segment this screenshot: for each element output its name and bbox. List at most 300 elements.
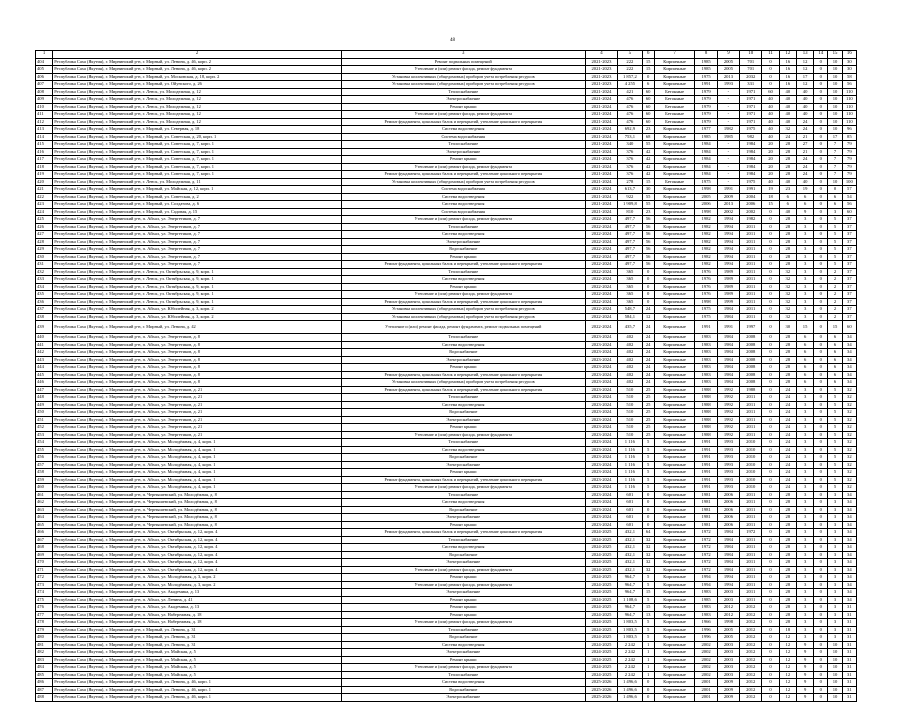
table-cell: Республика Саха (Якутия), г. Мирнинский р-н, п. Айхал, ул. Октябрьская, д. 12, корп. 4: [53, 536, 342, 544]
table-cell: Республика Саха (Якутия), г. Мирнинский р-н, г. Ленск, ул. Молодежная, д. 12: [53, 96, 342, 104]
table-cell: Республика Саха (Якутия), г. Мирнинский р-н, п. Айхал, ул. Энергетиков, д. 8: [53, 334, 342, 342]
table-cell: Кирпичные: [654, 156, 695, 164]
table-cell: 24: [779, 394, 796, 402]
table-cell: 32: [842, 439, 856, 447]
column-number-cell: 16: [842, 51, 856, 59]
table-row: [36, 133, 857, 141]
table-cell: 601: [618, 521, 642, 529]
table-cell: 0: [762, 66, 779, 74]
table-cell: Теплоснабжение: [341, 536, 585, 544]
table-cell: 1981: [695, 506, 717, 514]
table-cell: 12: [779, 656, 796, 664]
table-cell: 1972: [695, 529, 717, 537]
table-cell: 0: [814, 276, 828, 284]
table-cell: 37: [842, 216, 856, 224]
table-cell: 425: [36, 216, 53, 224]
table-cell: 1976: [695, 283, 717, 291]
table-cell: 0: [762, 559, 779, 567]
table-cell: 1984: [717, 356, 739, 364]
table-cell: 402: [618, 371, 642, 379]
table-cell: 18: [762, 193, 779, 201]
table-cell: 64: [642, 529, 654, 537]
table-cell: 2021-2023: [585, 81, 618, 89]
table-row: [36, 73, 857, 81]
table-cell: 24: [796, 126, 813, 134]
table-cell: 5: [828, 386, 842, 394]
table-cell: 2023-2024: [585, 514, 618, 522]
table-cell: 12: [779, 671, 796, 679]
table-cell: 10: [828, 73, 842, 81]
table-cell: 2021-2024: [585, 156, 618, 164]
table-cell: Кирпичные: [654, 641, 695, 649]
table-cell: 56: [842, 201, 856, 209]
table-cell: 24: [642, 349, 654, 357]
table-cell: 2 242: [618, 641, 642, 649]
table-cell: 24: [779, 409, 796, 417]
table-cell: Республика Саха (Якутия), г. Мирнинский р-н, г. Мирный, ул. Советская, д. 20, корп. 1: [53, 133, 342, 141]
table-row: [36, 401, 857, 409]
table-cell: 6: [828, 356, 842, 364]
table-cell: 1982: [695, 261, 717, 269]
table-cell: 24: [779, 439, 796, 447]
table-cell: 0: [814, 416, 828, 424]
table-cell: 10: [828, 694, 842, 702]
table-cell: 12: [779, 679, 796, 687]
table-cell: 60: [642, 111, 654, 119]
table-cell: 2012: [740, 604, 762, 612]
table-cell: 437: [36, 306, 53, 314]
table-cell: Кирпичные: [654, 163, 695, 171]
table-cell: 1993: [717, 469, 739, 477]
table-cell: 25: [642, 401, 654, 409]
table-cell: Кирпичные: [654, 341, 695, 349]
table-cell: 497,7: [618, 261, 642, 269]
table-cell: 0: [814, 424, 828, 432]
table-cell: 0: [814, 223, 828, 231]
table-cell: 0: [814, 604, 828, 612]
table-row: [36, 589, 857, 597]
table-cell: 2002: [695, 649, 717, 657]
table-cell: 3: [828, 514, 842, 522]
table-cell: 0: [814, 103, 828, 111]
table-cell: 42: [642, 171, 654, 179]
table-cell: 0: [814, 634, 828, 642]
table-cell: 1994: [717, 231, 739, 239]
table-cell: 2011: [740, 416, 762, 424]
table-cell: 5: [642, 469, 654, 477]
table-cell: 10: [828, 649, 842, 657]
table-cell: Кирпичные: [654, 379, 695, 387]
table-cell: 2003: [717, 671, 739, 679]
table-cell: Республика Саха (Якутия), г. Мирнинский р-н, п. Айхал, ул. Молодёжная, д. 4, корп. 1: [53, 446, 342, 454]
table-cell: 0: [814, 431, 828, 439]
table-row: [36, 656, 857, 664]
column-number-row: [36, 51, 857, 59]
table-cell: 421: [36, 186, 53, 194]
table-cell: 1981: [695, 491, 717, 499]
table-cell: 1993: [717, 81, 739, 89]
table-cell: 2003: [717, 596, 739, 604]
table-cell: 2024-2025: [585, 566, 618, 574]
table-cell: 3: [796, 469, 813, 477]
table-cell: 0: [814, 446, 828, 454]
table-cell: 2023-2024: [585, 446, 618, 454]
table-row: [36, 491, 857, 499]
table-cell: 3: [796, 409, 813, 417]
table-cell: 510: [618, 386, 642, 394]
table-cell: 5: [642, 626, 654, 634]
table-cell: 1998: [717, 619, 739, 627]
table-cell: 7: [828, 156, 842, 164]
table-cell: 432,1: [618, 544, 642, 552]
table-cell: 0: [814, 171, 828, 179]
table-cell: Кирпичные: [654, 291, 695, 299]
table-cell: 55: [642, 201, 654, 209]
table-cell: 1993: [717, 476, 739, 484]
table-row: [36, 514, 857, 522]
table-cell: 9: [796, 671, 813, 679]
table-cell: Кирпичные: [654, 216, 695, 224]
table-cell: 5: [828, 439, 842, 447]
table-cell: 28: [779, 619, 796, 627]
table-cell: 3: [828, 596, 842, 604]
table-cell: Кирпичные: [654, 349, 695, 357]
table-cell: 1991: [740, 186, 762, 194]
table-row: [36, 559, 857, 567]
table-cell: 110: [842, 118, 856, 126]
table-cell: Кирпичные: [654, 431, 695, 439]
table-cell: 25: [642, 386, 654, 394]
table-cell: 2: [828, 291, 842, 299]
table-cell: 32: [842, 424, 856, 432]
table-cell: 584,1: [618, 313, 642, 321]
table-cell: 0: [814, 141, 828, 149]
table-cell: Бетонные: [654, 88, 695, 96]
table-cell: 0: [814, 364, 828, 372]
table-row: [36, 96, 857, 104]
table-cell: 32: [779, 298, 796, 306]
table-cell: 3: [828, 499, 842, 507]
table-cell: 2008: [740, 364, 762, 372]
table-cell: 3: [828, 611, 842, 619]
table-cell: 6: [779, 201, 796, 209]
table-cell: -: [717, 88, 739, 96]
table-cell: 2006: [717, 491, 739, 499]
table-cell: 459: [36, 476, 53, 484]
table-cell: 3: [796, 476, 813, 484]
table-cell: 79: [842, 148, 856, 156]
table-cell: 2011: [740, 581, 762, 589]
table-cell: 0: [762, 521, 779, 529]
table-cell: 5: [828, 231, 842, 239]
table-cell: 0: [642, 491, 654, 499]
table-cell: 15: [642, 604, 654, 612]
table-cell: 0: [762, 679, 779, 687]
table-cell: 3: [796, 581, 813, 589]
table-cell: -: [717, 96, 739, 104]
table-cell: 32: [842, 484, 856, 492]
table-cell: 2023-2024: [585, 356, 618, 364]
table-cell: 0: [814, 439, 828, 447]
table-cell: 2011: [740, 401, 762, 409]
table-cell: 0: [762, 349, 779, 357]
table-cell: 3: [796, 596, 813, 604]
table-cell: Ремонт крыши: [341, 253, 585, 261]
table-cell: 2008: [740, 341, 762, 349]
table-cell: 601: [618, 499, 642, 507]
table-cell: 406: [36, 73, 53, 81]
table-cell: -: [717, 148, 739, 156]
table-cell: Республика Саха (Якутия), г. Мирнинский р-н, п. Айхал, ул. Энергетиков, д. 21: [53, 386, 342, 394]
table-cell: 34: [842, 566, 856, 574]
table-cell: 422: [36, 193, 53, 201]
table-cell: 3: [796, 223, 813, 231]
table-cell: 2024-2025: [585, 536, 618, 544]
table-cell: 0: [642, 686, 654, 694]
table-cell: 476: [618, 118, 642, 126]
table-cell: 0: [642, 499, 654, 507]
table-cell: Система водоснабжения: [341, 208, 585, 216]
table-row: [36, 626, 857, 634]
table-cell: Кирпичные: [654, 364, 695, 372]
table-cell: Кирпичные: [654, 133, 695, 141]
table-cell: 1994: [717, 246, 739, 254]
table-cell: 13: [642, 611, 654, 619]
table-cell: 3: [796, 446, 813, 454]
table-cell: Электроснабжение: [341, 694, 585, 702]
table-cell: 415: [36, 141, 53, 149]
table-row: [36, 536, 857, 544]
table-cell: 23: [642, 208, 654, 216]
table-cell: 2023-2024: [585, 364, 618, 372]
table-row: [36, 268, 857, 276]
table-cell: 57: [842, 186, 856, 194]
column-number-cell: 11: [762, 51, 779, 59]
table-row: [36, 641, 857, 649]
table-cell: Республика Саха (Якутия), г. Мирнинский р-н, п. Айхал, ул. Энергетиков, д. 7: [53, 223, 342, 231]
table-cell: 2012: [740, 686, 762, 694]
table-cell: Республика Саха (Якутия), г. Мирнинский р-н, п. Айхал, ул. Энергетиков, д. 7: [53, 253, 342, 261]
table-cell: 1979: [695, 118, 717, 126]
table-cell: Кирпичные: [654, 596, 695, 604]
table-cell: 0: [762, 611, 779, 619]
column-number-cell: 2: [53, 51, 342, 59]
table-cell: 25: [642, 409, 654, 417]
table-cell: 2002: [695, 664, 717, 672]
table-cell: 32: [842, 386, 856, 394]
table-cell: 1983: [695, 356, 717, 364]
table-cell: 10: [828, 641, 842, 649]
table-cell: 0: [762, 566, 779, 574]
table-cell: 1 803,5: [618, 619, 642, 627]
table-cell: 430: [36, 253, 53, 261]
table-row: [36, 649, 857, 657]
table-cell: Кирпичные: [654, 469, 695, 477]
table-cell: 1984: [695, 148, 717, 156]
table-cell: 25: [642, 394, 654, 402]
table-cell: 0: [642, 514, 654, 522]
table-cell: 2002: [695, 656, 717, 664]
table-cell: 37: [842, 223, 856, 231]
table-cell: Республика Саха (Якутия), г. Мирнинский р-н, п. Айхал, ул. Энергетиков, д. 7: [53, 216, 342, 224]
table-cell: 0: [814, 671, 828, 679]
table-cell: 2023-2024: [585, 416, 618, 424]
table-cell: 0: [762, 551, 779, 559]
table-row: [36, 148, 857, 156]
table-cell: 3: [796, 313, 813, 321]
table-cell: Кирпичные: [654, 484, 695, 492]
table-cell: Республика Саха (Якутия), г. Мирнинский р-н, п. Айхал, ул. Академика, д. 13: [53, 589, 342, 597]
table-cell: 0: [762, 469, 779, 477]
table-cell: 3: [796, 461, 813, 469]
table-cell: 3: [796, 551, 813, 559]
table-cell: 10: [828, 103, 842, 111]
table-cell: 3: [796, 454, 813, 462]
table-cell: 601: [618, 514, 642, 522]
table-cell: Кирпичные: [654, 476, 695, 484]
table-cell: 1977: [695, 126, 717, 134]
table-cell: 3: [828, 521, 842, 529]
table-cell: 4 255: [618, 81, 642, 89]
table-cell: 1984: [717, 566, 739, 574]
table-cell: 3: [796, 484, 813, 492]
table-cell: 2012: [740, 626, 762, 634]
table-cell: 2008: [740, 379, 762, 387]
table-cell: Кирпичные: [654, 208, 695, 216]
table-cell: Республика Саха (Якутия), г. Мирнинский р-н, п. Айхал, ул. Набережная, д. 18: [53, 619, 342, 627]
table-cell: 32: [779, 268, 796, 276]
table-cell: 56: [642, 238, 654, 246]
table-cell: 1989: [717, 276, 739, 284]
table-cell: 34: [842, 379, 856, 387]
table-cell: 922: [618, 193, 642, 201]
table-cell: 2024-2025: [585, 626, 618, 634]
table-cell: 466: [36, 529, 53, 537]
table-row: [36, 611, 857, 619]
table-cell: 1991: [717, 321, 739, 334]
table-cell: 1984: [717, 529, 739, 537]
table-cell: 55: [642, 141, 654, 149]
table-cell: 2023-2024: [585, 476, 618, 484]
table-cell: 0: [762, 581, 779, 589]
table-cell: 0: [762, 431, 779, 439]
table-cell: 37: [842, 276, 856, 284]
table-cell: Утепление и (или) ремонт фасада, ремонт фундамента: [341, 566, 585, 574]
table-cell: 2: [828, 298, 842, 306]
table-cell: 68: [642, 133, 654, 141]
table-cell: 0: [762, 589, 779, 597]
table-cell: 3: [796, 559, 813, 567]
table-cell: 3: [796, 544, 813, 552]
table-cell: Республика Саха (Якутия), г. Мирнинский р-н, г. Ленск, ул. Октябрьская, д. 9, корп. 1: [53, 268, 342, 276]
table-cell: Ремонт крыши: [341, 611, 585, 619]
table-cell: 10: [828, 96, 842, 104]
table-cell: 5: [828, 223, 842, 231]
table-row: [36, 141, 857, 149]
table-cell: 1988: [695, 431, 717, 439]
table-cell: 982: [740, 133, 762, 141]
table-cell: 5: [828, 454, 842, 462]
table-cell: 34: [842, 536, 856, 544]
table-cell: 2022-2024: [585, 216, 618, 224]
table-cell: Республика Саха (Якутия), г. Мирнинский р-н, г. Ленск, ул. Октябрьская, д. 9, корп. 1: [53, 283, 342, 291]
table-cell: 37: [842, 238, 856, 246]
table-cell: 0: [762, 416, 779, 424]
table-cell: 19: [762, 186, 779, 194]
table-cell: 1 496,6: [618, 686, 642, 694]
table-cell: 0: [762, 321, 779, 334]
table-cell: 964,7: [618, 574, 642, 582]
table-cell: 28: [779, 238, 796, 246]
table-cell: 1983: [695, 611, 717, 619]
table-cell: 2011: [740, 551, 762, 559]
table-cell: 5: [828, 431, 842, 439]
table-row: [36, 596, 857, 604]
table-cell: 5: [828, 401, 842, 409]
table-cell: Система водоотведения: [341, 641, 585, 649]
table-cell: Кирпичные: [654, 313, 695, 321]
table-cell: 2 242: [618, 664, 642, 672]
table-cell: Кирпичные: [654, 416, 695, 424]
table-cell: 0: [762, 238, 779, 246]
table-cell: 2011: [740, 283, 762, 291]
table-cell: 2011: [740, 313, 762, 321]
table-cell: 3: [796, 491, 813, 499]
table-cell: 16: [779, 66, 796, 74]
table-cell: 0: [762, 371, 779, 379]
table-cell: Кирпичные: [654, 551, 695, 559]
table-cell: 15: [762, 201, 779, 209]
table-cell: 40: [762, 126, 779, 134]
table-cell: 28: [779, 604, 796, 612]
table-cell: 3: [828, 566, 842, 574]
table-cell: 0: [814, 461, 828, 469]
table-row: [36, 126, 857, 134]
table-cell: 0: [762, 334, 779, 342]
table-cell: 2023-2024: [585, 499, 618, 507]
table-cell: 2024-2025: [585, 596, 618, 604]
table-cell: Бетонные: [654, 96, 695, 104]
table-cell: 1993: [717, 461, 739, 469]
table-cell: 0: [814, 334, 828, 342]
table-cell: Электроснабжение: [341, 514, 585, 522]
table-cell: 34: [842, 544, 856, 552]
table-cell: 37: [842, 253, 856, 261]
data-table: [35, 50, 857, 702]
table-cell: 0: [814, 111, 828, 119]
table-cell: 964,7: [618, 604, 642, 612]
table-cell: 426: [36, 223, 53, 231]
table-cell: 28: [779, 499, 796, 507]
table-cell: Кирпичные: [654, 253, 695, 261]
table-row: [36, 551, 857, 559]
table-cell: 2022-2024: [585, 231, 618, 239]
table-row: [36, 394, 857, 402]
table-cell: Система водоснабжения: [341, 133, 585, 141]
table-row: [36, 499, 857, 507]
table-row: [36, 386, 857, 394]
table-cell: 19: [796, 186, 813, 194]
table-cell: 2032: [740, 73, 762, 81]
table-cell: 15: [642, 58, 654, 66]
table-cell: 0: [762, 283, 779, 291]
table-cell: Республика Саха (Якутия), г. Мирнинский р-н, г. Ленск, ул. Октябрьская, д. 9, корп. 1: [53, 276, 342, 284]
column-number-cell: 5: [618, 51, 642, 59]
table-cell: 21: [796, 148, 813, 156]
table-cell: Республика Саха (Якутия), г. Мирнинский р-н, п. Айхал, ул. Энергетиков, д. 7: [53, 261, 342, 269]
table-cell: 0: [762, 686, 779, 694]
table-cell: 0: [814, 291, 828, 299]
